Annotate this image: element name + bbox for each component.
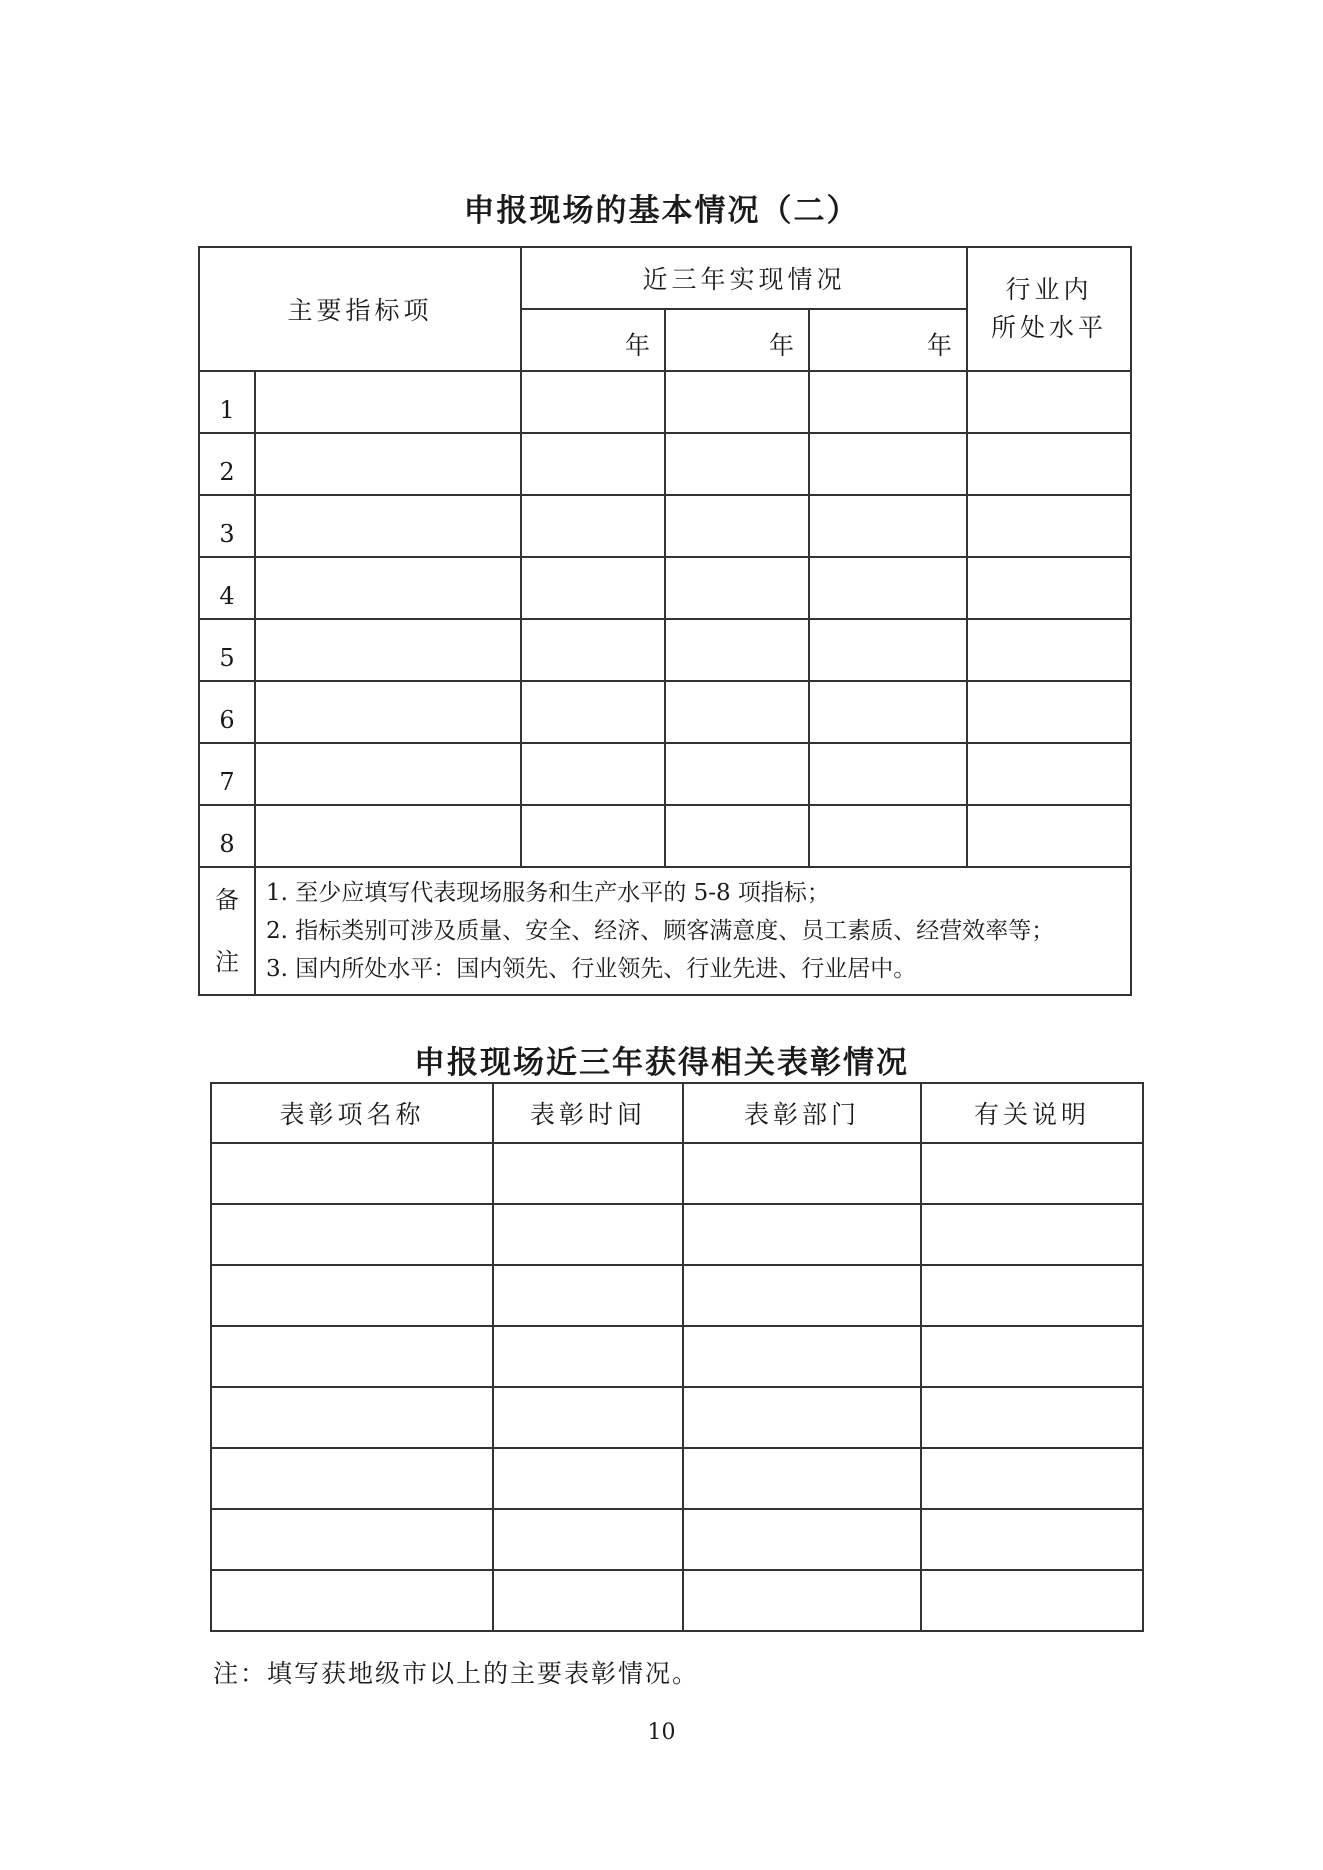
year-cell[interactable] <box>809 681 967 743</box>
award-department-cell[interactable] <box>683 1448 921 1509</box>
table-row <box>211 1143 1143 1204</box>
year-cell[interactable] <box>665 433 809 495</box>
row-number: 2 <box>199 433 255 495</box>
level-cell[interactable] <box>967 805 1131 867</box>
indicator-cell[interactable] <box>255 371 521 433</box>
year-cell[interactable] <box>665 743 809 805</box>
award-description-cell[interactable] <box>921 1265 1143 1326</box>
year-cell[interactable] <box>521 371 665 433</box>
table-row <box>199 681 1131 743</box>
award-name-cell[interactable] <box>211 1326 493 1387</box>
industry-level-header: 行业内 所处水平 <box>967 247 1131 371</box>
year-cell[interactable] <box>809 805 967 867</box>
row-number: 1 <box>199 371 255 433</box>
indicator-cell[interactable] <box>255 805 521 867</box>
table-row <box>199 805 1131 867</box>
row-number: 5 <box>199 619 255 681</box>
table-row <box>211 1265 1143 1326</box>
award-department-cell[interactable] <box>683 1387 921 1448</box>
year-3-header: 年 <box>809 309 967 371</box>
award-description-cell[interactable] <box>921 1204 1143 1265</box>
level-cell[interactable] <box>967 557 1131 619</box>
table-row <box>199 495 1131 557</box>
indicator-cell[interactable] <box>255 433 521 495</box>
awards-table <box>210 1082 1144 1632</box>
award-department-cell[interactable] <box>683 1265 921 1326</box>
year-cell[interactable] <box>809 371 967 433</box>
note-item: 3. 国内所处水平：国内领先、行业领先、行业先进、行业居中。 <box>266 956 917 982</box>
award-name-cell[interactable] <box>211 1570 493 1631</box>
year-cell[interactable] <box>665 495 809 557</box>
award-name-cell[interactable] <box>211 1509 493 1570</box>
year-cell[interactable] <box>521 495 665 557</box>
page-number: 10 <box>647 1720 676 1745</box>
recent-three-years-header: 近三年实现情况 <box>521 247 967 309</box>
table-row <box>211 1387 1143 1448</box>
awards-footnote: 注：填写获地级市以上的主要表彰情况。 <box>213 1659 700 1688</box>
award-time-cell[interactable] <box>493 1204 683 1265</box>
indicator-cell[interactable] <box>255 557 521 619</box>
award-department-header: 表彰部门 <box>683 1083 921 1143</box>
indicator-cell[interactable] <box>255 681 521 743</box>
award-department-cell[interactable] <box>683 1143 921 1204</box>
award-department-cell[interactable] <box>683 1204 921 1265</box>
year-cell[interactable] <box>521 619 665 681</box>
year-cell[interactable] <box>809 557 967 619</box>
award-description-header: 有关说明 <box>921 1083 1143 1143</box>
table-row <box>199 433 1131 495</box>
table-row <box>211 1326 1143 1387</box>
level-cell[interactable] <box>967 743 1131 805</box>
indicator-cell[interactable] <box>255 495 521 557</box>
basic-info-table <box>198 246 1132 996</box>
table-row <box>199 557 1131 619</box>
level-cell[interactable] <box>967 619 1131 681</box>
year-cell[interactable] <box>809 619 967 681</box>
award-department-cell[interactable] <box>683 1326 921 1387</box>
year-2-header: 年 <box>665 309 809 371</box>
section1-title: 申报现场的基本情况（二） <box>463 193 860 229</box>
year-cell[interactable] <box>665 619 809 681</box>
awards-header-row <box>211 1083 1143 1143</box>
row-number: 4 <box>199 557 255 619</box>
row-number: 7 <box>199 743 255 805</box>
award-description-cell[interactable] <box>921 1448 1143 1509</box>
award-name-cell[interactable] <box>211 1387 493 1448</box>
note-item: 2. 指标类别可涉及质量、安全、经济、顾客满意度、员工素质、经营效率等； <box>266 918 1055 944</box>
year-cell[interactable] <box>521 681 665 743</box>
indicator-cell[interactable] <box>255 743 521 805</box>
award-department-cell[interactable] <box>683 1570 921 1631</box>
award-time-cell[interactable] <box>493 1448 683 1509</box>
award-time-cell[interactable] <box>493 1143 683 1204</box>
table-row <box>211 1509 1143 1570</box>
level-cell[interactable] <box>967 371 1131 433</box>
table-row <box>211 1204 1143 1265</box>
year-cell[interactable] <box>521 433 665 495</box>
year-cell[interactable] <box>809 433 967 495</box>
row-number: 6 <box>199 681 255 743</box>
row-number: 8 <box>199 805 255 867</box>
award-description-cell[interactable] <box>921 1570 1143 1631</box>
award-time-cell[interactable] <box>493 1509 683 1570</box>
notes-row <box>199 867 1131 995</box>
year-cell[interactable] <box>809 743 967 805</box>
award-description-cell[interactable] <box>921 1143 1143 1204</box>
award-time-header: 表彰时间 <box>493 1083 683 1143</box>
indicator-cell[interactable] <box>255 619 521 681</box>
year-cell[interactable] <box>665 681 809 743</box>
notes-label: 备 注 <box>199 867 255 995</box>
year-cell[interactable] <box>665 371 809 433</box>
row-number: 3 <box>199 495 255 557</box>
award-description-cell[interactable] <box>921 1387 1143 1448</box>
table-row <box>199 743 1131 805</box>
section2-title: 申报现场近三年获得相关表彰情况 <box>414 1045 909 1081</box>
table-row <box>211 1570 1143 1631</box>
level-cell[interactable] <box>967 433 1131 495</box>
note-item: 1. 至少应填写代表现场服务和生产水平的 5-8 项指标； <box>266 880 830 906</box>
award-description-cell[interactable] <box>921 1326 1143 1387</box>
award-name-cell[interactable] <box>211 1265 493 1326</box>
year-cell[interactable] <box>809 495 967 557</box>
indicator-header: 主要指标项 <box>199 247 521 371</box>
award-description-cell[interactable] <box>921 1509 1143 1570</box>
award-name-header: 表彰项名称 <box>211 1083 493 1143</box>
award-department-cell[interactable] <box>683 1509 921 1570</box>
table-row <box>199 371 1131 433</box>
level-cell[interactable] <box>967 495 1131 557</box>
notes-content <box>255 867 1131 995</box>
year-cell[interactable] <box>665 557 809 619</box>
award-time-cell[interactable] <box>493 1326 683 1387</box>
award-name-cell[interactable] <box>211 1448 493 1509</box>
award-name-cell[interactable] <box>211 1204 493 1265</box>
year-cell[interactable] <box>521 743 665 805</box>
year-cell[interactable] <box>521 805 665 867</box>
year-cell[interactable] <box>521 557 665 619</box>
award-name-cell[interactable] <box>211 1143 493 1204</box>
award-time-cell[interactable] <box>493 1265 683 1326</box>
award-time-cell[interactable] <box>493 1570 683 1631</box>
table-row <box>199 619 1131 681</box>
year-1-header: 年 <box>521 309 665 371</box>
year-cell[interactable] <box>665 805 809 867</box>
table-row <box>211 1448 1143 1509</box>
level-cell[interactable] <box>967 681 1131 743</box>
award-time-cell[interactable] <box>493 1387 683 1448</box>
